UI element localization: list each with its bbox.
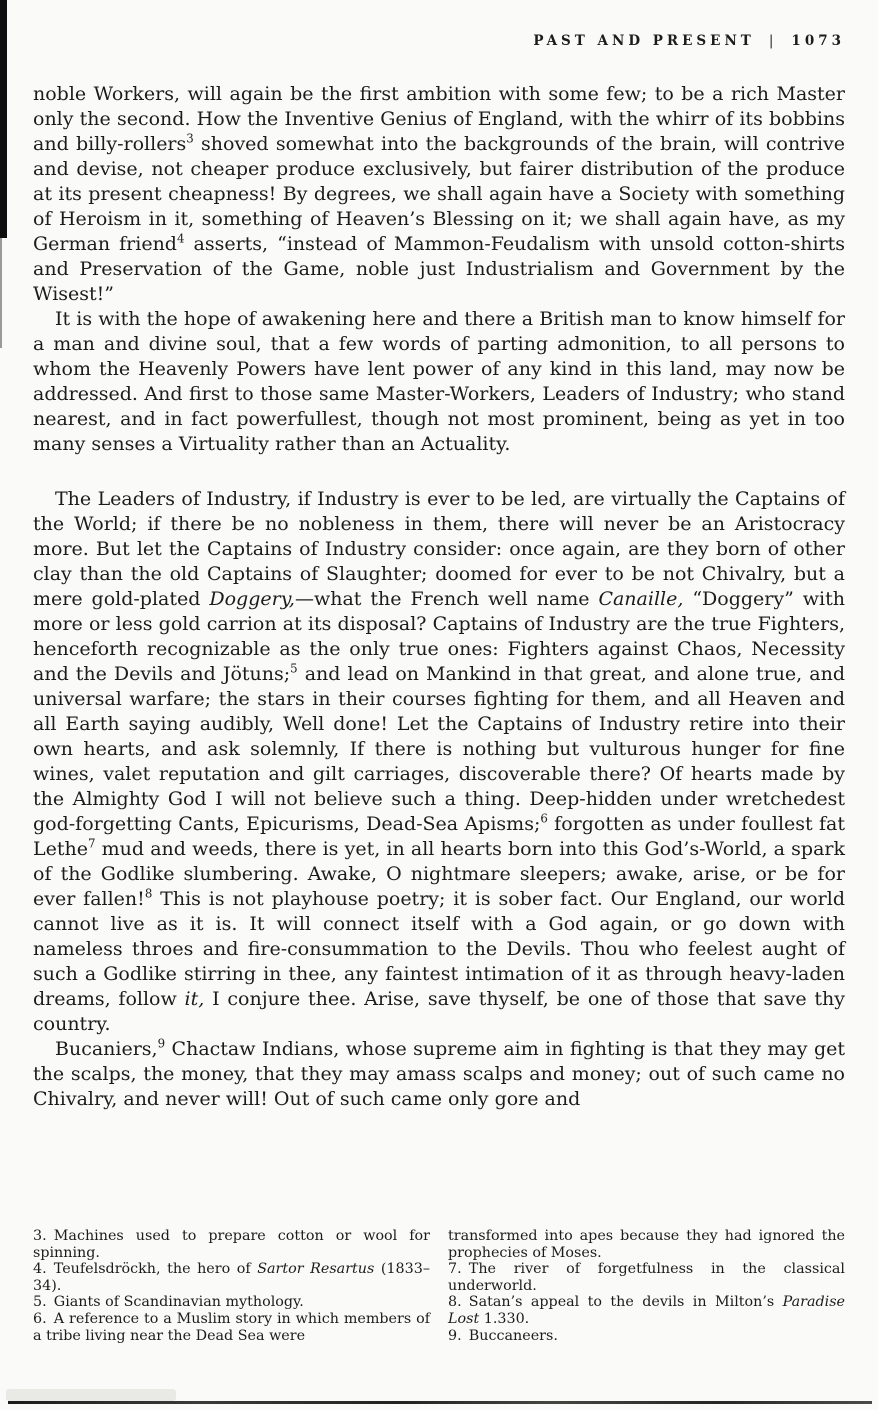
text-run: 8. Satan’s appeal to the devils in Milton’s (448, 1294, 783, 1311)
footnote (33, 1261, 430, 1294)
text-run: (1833–34). (33, 1261, 430, 1294)
scan-artifact-bottom-line (8, 1401, 872, 1404)
text-run: Chactaw Indians, whose supreme aim in fighting is that they may get the scalps, the money, that they may amass scalps and money; out of such came no Chivalry, and never will! Out of such came only gore and (33, 1038, 845, 1110)
text-run: 3. Machines used to prepare cotton or wool for spinning. (33, 1228, 430, 1261)
text-run: and lead on Mankind in that great, and alone true, and universal warfare; the stars in their courses fighting for them, and all Heaven and all Earth saying audibly, Well done! Let the Captains of Industry retire into their own hearts, and ask solemnly, If there is nothing but vulturous hunger for fine wines, valet reputation and gilt carriages, discoverable there? Of hearts made by the Almighty God I will not believe such a thing. Deep-hidden under wretchedest god-forgetting Cants, Epicurisms, Dead-Sea Apisms; (33, 663, 845, 835)
page-number: 1073 (791, 33, 845, 49)
paragraph (33, 307, 845, 457)
text-run: The Leaders of Industry, if Industry is ever to be led, are virtually the Captains of the World; if there be no nobleness in them, there will never be an Aristocracy more. But let the Captains of Industry consider: once again, are they born of other clay than the old Captains of Slaughter; doomed for ever to be not Chivalry, but a mere gold-plated (33, 488, 845, 610)
text-run: it, (184, 988, 205, 1010)
text-run: Paradise Lost (448, 1294, 845, 1327)
text-run: —what the French well name (294, 588, 599, 610)
footnote-ref: 5 (290, 661, 298, 676)
footnote-ref: 4 (176, 231, 185, 246)
text-run: I conjure thee. Arise, save thyself, be one of those that save thy country. (33, 988, 845, 1035)
body-text (33, 82, 845, 1112)
text-run: Bucaniers, (55, 1038, 158, 1060)
footnote (448, 1294, 845, 1327)
text-run: shoved somewhat into the backgrounds of the brain, will contrive and devise, not cheaper produce exclusively, but fairer distribution of the produce at its present cheapness! By degrees, we shall again have a Society with something of Heroism in it, something of Heaven’s Blessing on it; we shall again have, as my German friend (33, 133, 845, 255)
footnote (33, 1311, 430, 1344)
paragraph (33, 487, 845, 1037)
text-run: 1.330. (479, 1310, 530, 1327)
header-separator: | (768, 33, 778, 49)
text-run: asserts, “instead of Mammon-Feudalism with unsold cotton-shirts and Preservation of the Game, noble just Industrialism and Government by the Wisest!” (33, 233, 845, 305)
footnote-ref: 8 (144, 886, 153, 901)
paragraph (33, 1037, 845, 1112)
text-run: mud and weeds, there is yet, in all hearts born into this God’s-World, a spark of the Godlike slumbering. Awake, O nightmare sleepers; awake, arise, or be for ever fallen! (33, 838, 845, 910)
footnotes-right (448, 1228, 845, 1344)
footnote (448, 1228, 845, 1261)
text-run: Doggery, (209, 588, 295, 610)
text-run: noble Workers, will again be the first ambition with some few; to be a rich Master only the second. How the Inventive Genius of England, with the whirr of its bobbins and billy-rollers (33, 83, 845, 155)
text-run: forgotten as under foullest fat Lethe (33, 813, 845, 860)
footnotes-section (33, 1228, 845, 1344)
footnote-ref: 3 (186, 131, 194, 146)
footnote (33, 1228, 430, 1261)
text-run: “Doggery” with more or less gold carrion at its disposal? Captains of Industry are the true Fighters, henceforth recognizable as the only true ones: Fighters against Chaos, Necessity and the Devils and Jötuns; (33, 588, 845, 685)
footnote-ref: 6 (540, 811, 548, 826)
text-run: This is not playhouse poetry; it is sober fact. Our England, our world cannot live as it is. It will connect itself with a God again, or go down with nameless throes and fire-consummation to the Devils. Thou who feelest aught of such a Godlike stirring in thee, any faintest intimation of it as through heavy-laden dreams, follow (33, 888, 846, 1010)
running-title: PAST AND PRESENT (533, 33, 755, 49)
scan-artifact-bottom-blob (6, 1389, 176, 1401)
text-run: 9. Buccaneers. (448, 1327, 558, 1344)
footnote (448, 1261, 845, 1294)
text-run: 4. Teufelsdröckh, the hero of (33, 1261, 258, 1278)
text-run: 7. The river of forgetfulness in the classical underworld. (448, 1261, 845, 1294)
text-run: Canaille, (598, 588, 684, 610)
page-header (533, 33, 845, 49)
text-run: transformed into apes because they had ignored the prophecies of Moses. (448, 1228, 845, 1261)
footnotes-left (33, 1228, 430, 1344)
footnote-ref: 7 (87, 836, 96, 851)
text-run: 6. A reference to a Muslim story in which members of a tribe living near the Dead Sea were (33, 1310, 430, 1344)
paragraph (33, 82, 845, 307)
footnote (448, 1328, 845, 1345)
text-run: It is with the hope of awakening here and there a British man to know himself for a man and divine soul, that a few words of parting admonition, to all persons to whom the Heavenly Powers have lent power of any kind in this land, may now be addressed. And first to those same Master-Workers, Leaders of Industry; who stand nearest, and in fact powerfullest, though not most prominent, being as yet in too many senses a Virtuality rather than an Actuality. (33, 308, 845, 455)
scan-artifact-left-strip (0, 0, 7, 238)
scan-artifact-left-strip-fade (0, 238, 2, 348)
text-run: 5. Giants of Scandinavian mythology. (33, 1294, 304, 1311)
footnote-ref: 9 (157, 1036, 166, 1051)
footnote (33, 1294, 430, 1311)
text-run: Sartor Resartus (257, 1261, 375, 1278)
